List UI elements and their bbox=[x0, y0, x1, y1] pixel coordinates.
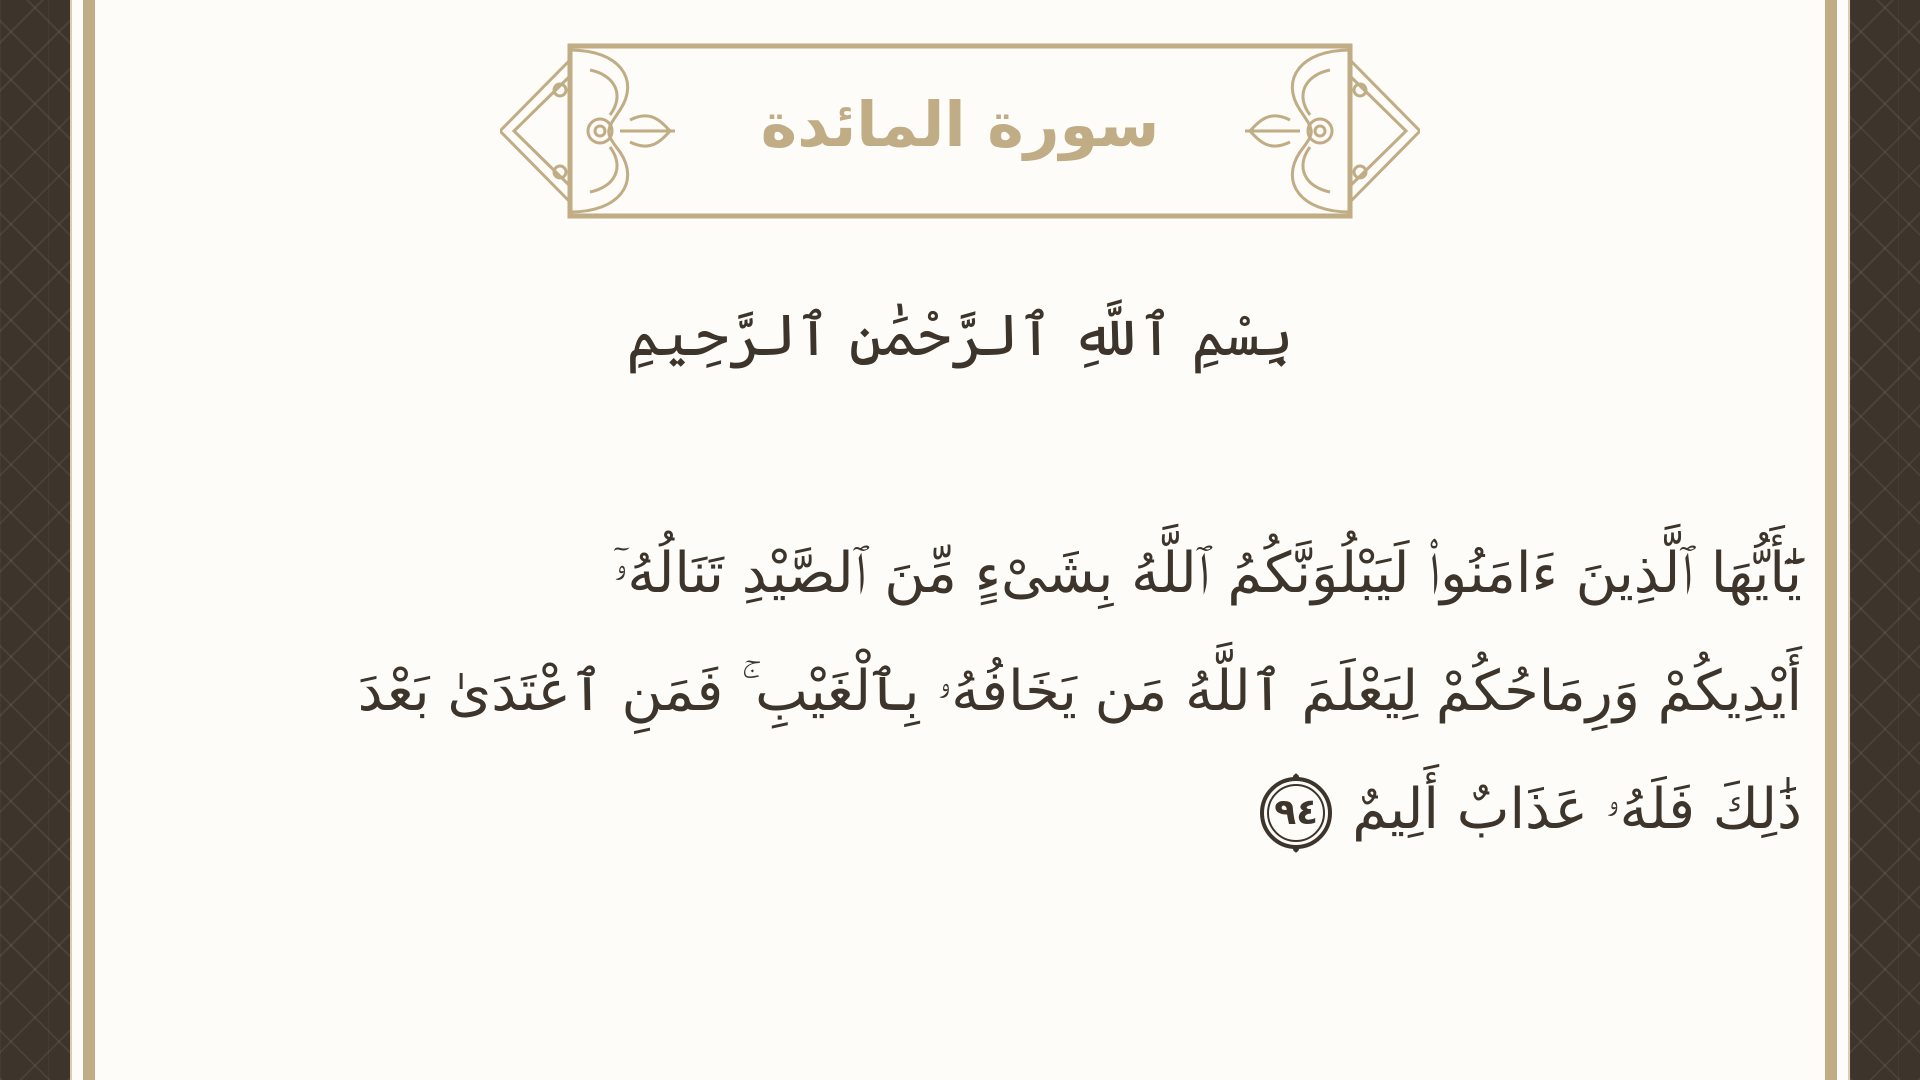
right-ornamental-border bbox=[1850, 0, 1920, 1080]
ayah-number: ٩٤ bbox=[1274, 791, 1319, 833]
right-gold-rule bbox=[1825, 0, 1837, 1080]
verse-line-3-text: ذَٰلِكَ فَلَهُۥ عَذَابٌ أَلِيمٌ bbox=[1352, 777, 1802, 842]
ayah-end-marker bbox=[1254, 771, 1338, 855]
basmala: بِسْمِ ٱللَّهِ ٱلرَّحْمَٰنِ ٱلرَّحِيمِ bbox=[626, 301, 1294, 369]
verse-text bbox=[300, 515, 1802, 869]
verse-line-2: أَيْدِيكُمْ وَرِمَاحُكُمْ لِيَعْلَمَ ٱللَّهُ مَن يَخَافُهُۥ بِٱلْغَيْبِ ۚ فَمَنِ ٱعْتَدَىٰ بَعْدَ bbox=[357, 659, 1802, 724]
verse-line-1: يَٰٓأَيُّهَا ٱلَّذِينَ ءَامَنُوا۟ لَيَبْلُوَنَّكُمُ ٱللَّهُ بِشَىْءٍ مِّنَ ٱلصَّيْدِ تَنَالُهُۥٓ bbox=[613, 541, 1802, 606]
left-inner-line bbox=[70, 0, 72, 1080]
left-gold-rule bbox=[83, 0, 95, 1080]
surah-title-frame bbox=[500, 40, 1420, 230]
right-inner-line bbox=[1848, 0, 1850, 1080]
surah-title: سورة المائدة bbox=[760, 88, 1160, 161]
left-ornamental-border bbox=[0, 0, 70, 1080]
verse-line-3 bbox=[300, 751, 1802, 869]
